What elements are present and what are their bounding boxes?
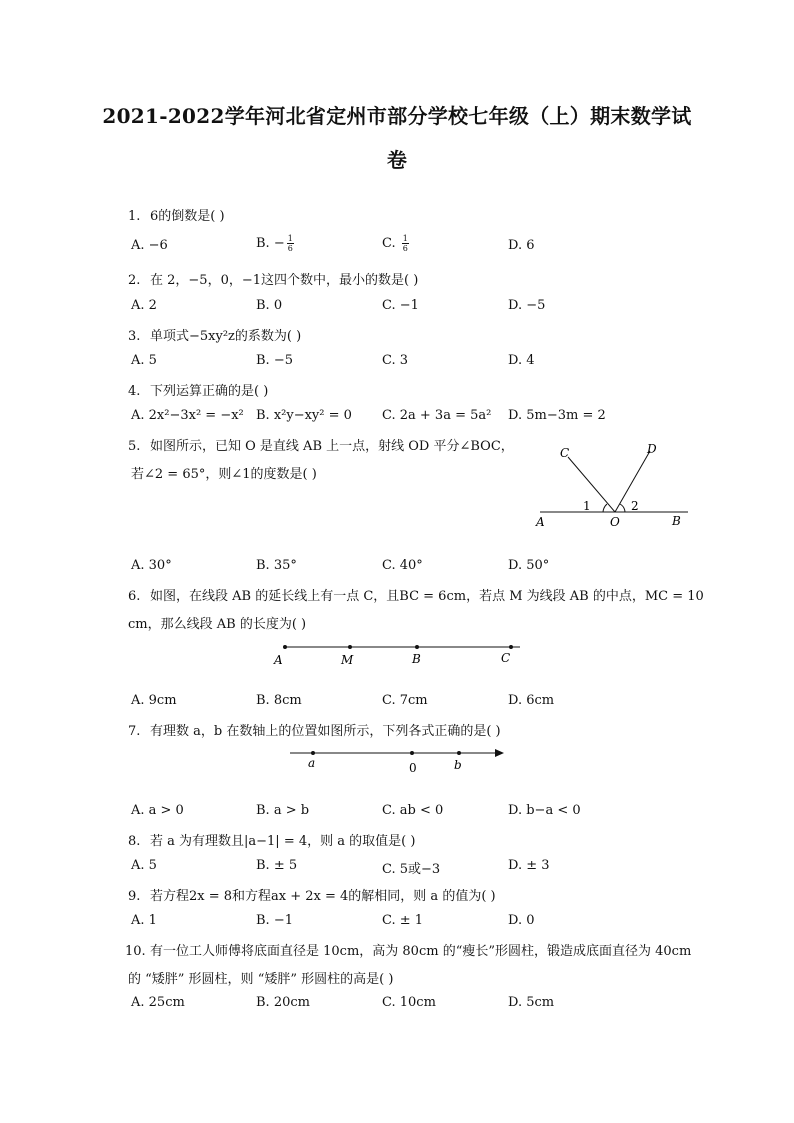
question-number: 1. <box>128 209 141 224</box>
option-c: C. 40° <box>382 558 423 573</box>
question-number: 9. <box>128 889 141 904</box>
option-a: A. 5 <box>131 353 157 368</box>
question-text: 有一位工人师傅将底面直径是 10cm，高为 80cm 的“瘦长”形圆柱，锻造成底面直径为 40cm <box>150 944 692 959</box>
question-5-line2: 若∠2 = 65°，则∠1的度数是( ) <box>131 467 317 482</box>
point-a <box>311 751 315 755</box>
question-number: 4. <box>128 384 141 399</box>
option-b: B. ± 5 <box>256 858 298 873</box>
point-zero <box>410 751 414 755</box>
exam-title-line2: 卷 <box>386 148 408 172</box>
question-text: 有理数 a，b 在数轴上的位置如图所示，下列各式正确的是( ) <box>150 724 501 739</box>
question-number: 6. <box>128 589 141 604</box>
option-a: A. 2x²−3x² = −x² <box>131 408 244 423</box>
label-angle-2: 2 <box>631 499 639 513</box>
question-text: 在 2，−5，0，−1这四个数中，最小的数是( ) <box>150 273 419 288</box>
label-a: A <box>536 515 545 529</box>
label-d: D <box>647 442 657 456</box>
option-d: D. 6cm <box>508 693 555 708</box>
question-number: 10. <box>125 944 146 959</box>
question-text: 单项式−5xy²z的系数为( ) <box>150 329 302 344</box>
option-d: D. b−a < 0 <box>508 803 581 818</box>
question-text: 若 a 为有理数且|a−1| = 4，则 a 的取值是( ) <box>150 834 416 849</box>
question-number: 5. <box>128 439 141 454</box>
option-c: C. 2a + 3a = 5a² <box>382 408 492 423</box>
option-b: B. −1 <box>256 913 293 928</box>
label-a: a <box>308 756 316 770</box>
label-c: C <box>560 446 570 460</box>
label-a: A <box>274 653 283 667</box>
option-d: D. 50° <box>508 558 550 573</box>
option-d: D. 5cm <box>508 995 555 1010</box>
option-a: A. 25cm <box>131 995 185 1010</box>
question-6 <box>128 585 704 604</box>
question-5 <box>128 435 514 454</box>
label-zero: 0 <box>409 761 417 775</box>
option-a: A. a > 0 <box>131 803 184 818</box>
question-3 <box>128 325 301 344</box>
option-c: C. $\frac{1}{6}$ <box>382 234 408 253</box>
angle-1-arc <box>603 504 607 512</box>
option-d: D. 0 <box>508 913 535 928</box>
question-2 <box>128 269 418 288</box>
option-b: B. 20cm <box>256 995 310 1010</box>
question-number: 8. <box>128 834 141 849</box>
option-d: D. 4 <box>508 353 535 368</box>
question-7 <box>128 720 501 739</box>
question-6-line2: cm，那么线段 AB 的长度为( ) <box>128 617 307 632</box>
arrow-right-icon <box>495 749 504 757</box>
option-d: D. −5 <box>508 298 546 313</box>
label-c: C <box>501 651 511 665</box>
option-b: B. x²y−xy² = 0 <box>256 408 352 423</box>
option-a: A. 1 <box>131 913 157 928</box>
label-angle-1: 1 <box>583 499 591 513</box>
question-10-line2: 的 “矮胖” 形圆柱，则 “矮胖” 形圆柱的高是( ) <box>128 972 394 987</box>
option-b: B. 35° <box>256 558 297 573</box>
option-c: C. 3 <box>382 353 409 368</box>
option-d: D. 5m−3m = 2 <box>508 408 606 423</box>
label-b: b <box>454 758 462 772</box>
option-c: C. 10cm <box>382 995 436 1010</box>
figure-segment <box>270 638 530 670</box>
option-c: C. ab < 0 <box>382 803 444 818</box>
question-text: 如图所示，已知 O 是直线 AB 上一点，射线 OD 平分∠BOC， <box>150 439 514 454</box>
question-1 <box>128 205 225 224</box>
exam-title-line1: 2021-2022学年河北省定州市部分学校七年级（上）期末数学试 <box>102 104 692 128</box>
option-d: D. 6 <box>508 238 535 253</box>
question-10 <box>125 940 691 959</box>
option-a: A. 2 <box>131 298 157 313</box>
option-a: A. 5 <box>131 858 157 873</box>
question-number: 7. <box>128 724 141 739</box>
label-o: O <box>610 515 620 529</box>
option-a: A. 9cm <box>131 693 177 708</box>
option-a: A. 30° <box>131 558 172 573</box>
question-number: 3. <box>128 329 141 344</box>
option-b: B. 0 <box>256 298 283 313</box>
option-c: C. −1 <box>382 298 419 313</box>
question-text: 6的倒数是( ) <box>150 209 225 224</box>
question-9 <box>128 885 496 904</box>
option-d: D. ± 3 <box>508 858 550 873</box>
point-a <box>283 645 287 649</box>
label-b: B <box>672 514 681 528</box>
option-c: C. 7cm <box>382 693 428 708</box>
option-b: B. −5 <box>256 353 293 368</box>
question-4 <box>128 380 268 399</box>
point-b <box>457 751 461 755</box>
ray-oc <box>568 457 615 512</box>
question-number: 2. <box>128 273 141 288</box>
option-c: C. 5或−3 <box>382 862 441 877</box>
figure-number-line <box>285 742 510 778</box>
fraction: $\frac{1}{6}$ <box>402 234 408 253</box>
option-c: C. ± 1 <box>382 913 424 928</box>
angle-2-arc <box>620 504 625 512</box>
point-c <box>509 645 513 649</box>
option-b: B. 8cm <box>256 693 302 708</box>
point-m <box>348 645 352 649</box>
point-b <box>415 645 419 649</box>
figure-angle <box>530 435 700 535</box>
fraction: $\frac{1}{6}$ <box>287 234 293 253</box>
question-text: 若方程2x = 8和方程ax + 2x = 4的解相同，则 a 的值为( ) <box>150 889 496 904</box>
label-m: M <box>341 653 354 667</box>
question-8 <box>128 830 415 849</box>
option-b: B. − $\frac{1}{6}$ <box>256 234 293 253</box>
question-text: 如图，在线段 AB 的延长线上有一点 C，且BC = 6cm，若点 M 为线段 AB 的中点，MC = 10 <box>150 589 704 604</box>
label-b: B <box>412 652 421 666</box>
question-text: 下列运算正确的是( ) <box>150 384 269 399</box>
option-a: A. −6 <box>131 238 168 253</box>
option-b: B. a > b <box>256 803 310 818</box>
